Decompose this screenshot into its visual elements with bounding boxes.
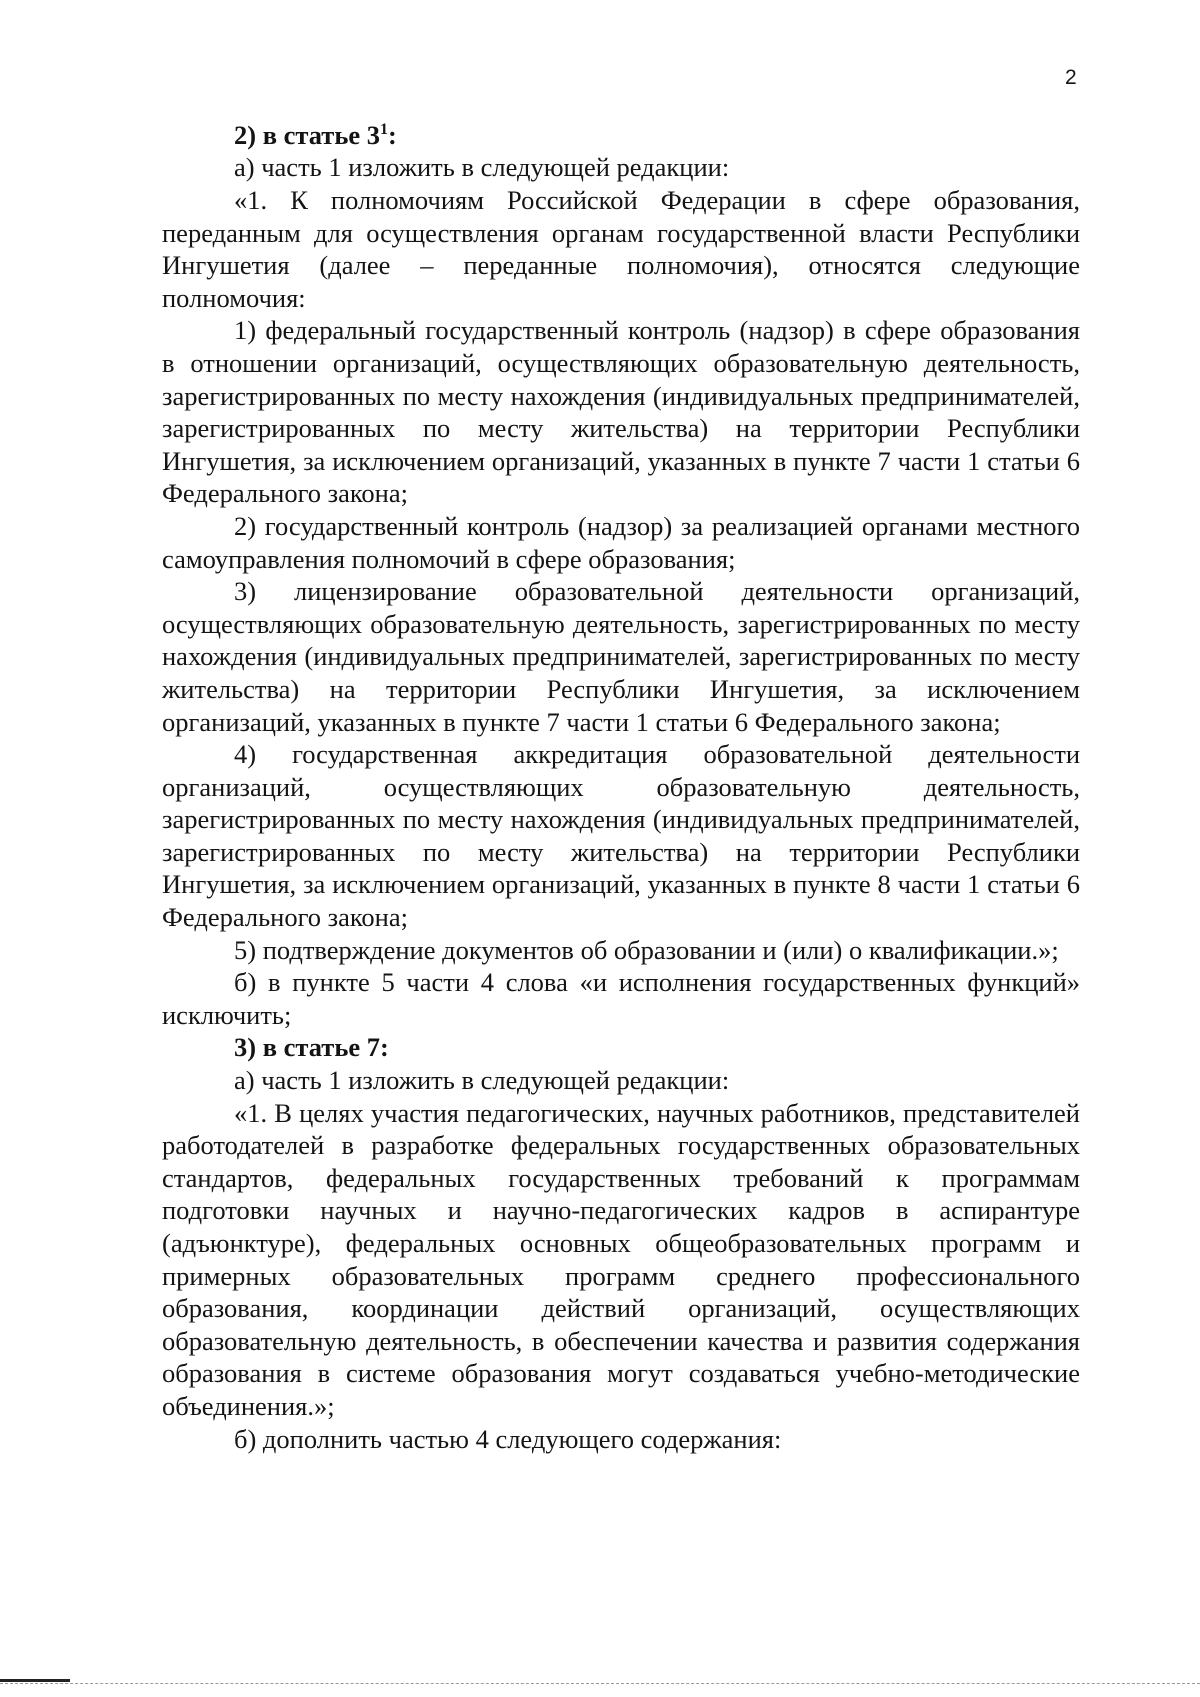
scan-artifact-line bbox=[0, 1683, 1200, 1684]
paragraph: 2) государственный контроль (надзор) за реализацией органами местного самоуправления полномочий в сфере образования; bbox=[162, 510, 1080, 574]
document-body bbox=[162, 114, 1080, 1455]
paragraph: 5) подтверждение документов об образовании и (или) о квалификации.»; bbox=[234, 934, 1059, 965]
paragraph: «1. В целях участия педагогических, научных работников, представителей работодателей в разработке федеральных государственных образовательных стандартов, федеральных государственных требований к программам подготовки научных и научно-педагогических кадров в аспирантуре (адъюнктуре), федеральных основных общеобразовательных программ и примерных образовательных программ среднего профессионального образования, координации действий организаций, осуществляющих образовательную деятельность, в обеспечении качества и развития содержания образования в системе образования могут создаваться учебно-методические объединения.»; bbox=[162, 1097, 1080, 1421]
paragraph: б) дополнить частью 4 следующего содержания: bbox=[234, 1423, 782, 1454]
section-heading-article-3-1 bbox=[162, 114, 1080, 151]
heading-tail: : bbox=[387, 119, 397, 150]
paragraph: 1) федеральный государственный контроль (надзор) в сфере образования в отношении организаций, осуществляющих образовательную деятельность, зарегистрированных по месту нахождения (индивидуальных предпринимателей, зарегистрированных по месту жительства) на территории Республики Ингушетия, за исключением организаций, указанных в пункте 7 части 1 статьи 6 Федерального закона; bbox=[162, 315, 1080, 509]
page-number: 2 bbox=[1065, 66, 1077, 89]
paragraph: б) в пункте 5 части 4 слова «и исполнения государственных функций» исключить; bbox=[162, 967, 1080, 1030]
paragraph: 3) лицензирование образовательной деятельности организаций, осуществляющих образовательную деятельность, зарегистрированных по месту нахождения (индивидуальных предпринимателей, зарегистрированных по месту жительства) на территории Республики Ингушетия, за исключением организаций, указанных в пункте 7 части 1 статьи 6 Федерального закона; bbox=[162, 576, 1080, 737]
scan-edge-mark bbox=[0, 1679, 70, 1682]
paragraph: а) часть 1 изложить в следующей редакции: bbox=[234, 1065, 730, 1096]
section-heading-article-7: 3) в статье 7: bbox=[234, 1032, 389, 1063]
heading-text: 2) в статье 3 bbox=[234, 119, 380, 150]
heading-superscript: 1 bbox=[379, 121, 388, 138]
paragraph: «1. К полномочиям Российской Федерации в сфере образования, переданным для осуществления органам государственной власти Республики Ингушетия (далее – переданные полномочия), относятся следующие полномочия: bbox=[162, 185, 1080, 313]
paragraph: а) часть 1 изложить в следующей редакции: bbox=[234, 152, 730, 183]
paragraph: 4) государственная аккредитация образовательной деятельности организаций, осуществляющих образовательную деятельность, зарегистрированных по месту нахождения (индивидуальных предпринимателей, зарегистрированных по месту жительства) на территории Республики Ингушетия, за исключением организаций, указанных в пункте 8 части 1 статьи 6 Федерального закона; bbox=[162, 739, 1080, 933]
